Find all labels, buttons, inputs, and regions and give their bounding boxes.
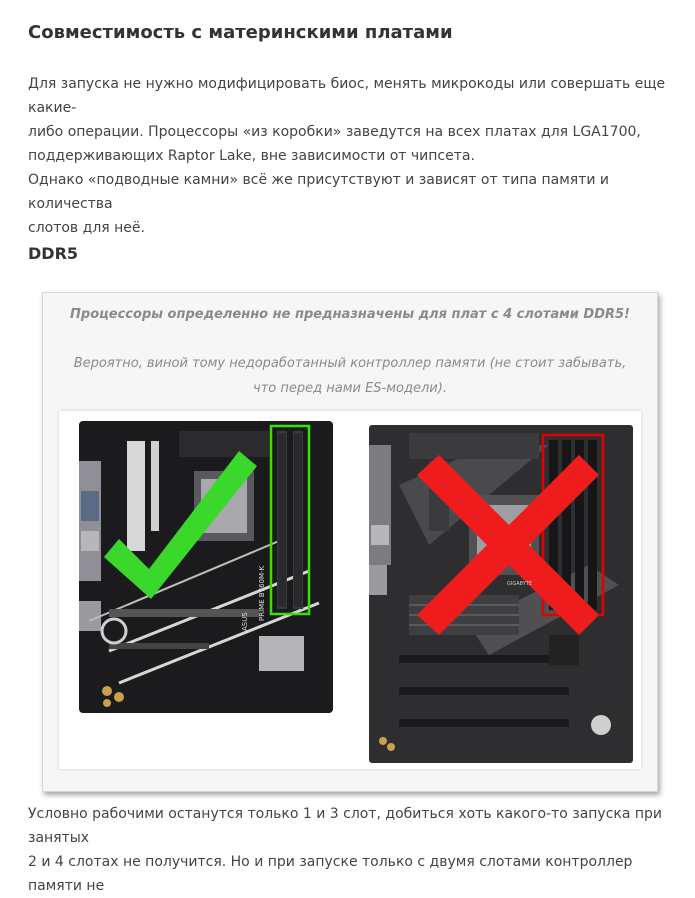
text-line: 2 и 4 слотах не получится. Но и при запуске только с двумя слотами контроллер памяти не xyxy=(28,854,633,894)
text-line: поддерживающих Raptor Lake, вне зависимости от чипсета. xyxy=(28,148,475,164)
text-line: Вероятно, виной тому недоработанный контроллер памяти (не стоит забывать, xyxy=(73,356,627,371)
text-line: Для запуска не нужно модифицировать биос, менять микрокоды или совершать еще какие- xyxy=(28,76,666,116)
section-heading: Совместимость с материнскими платами xyxy=(28,22,453,43)
text-line: что перед нами ES-модели). xyxy=(253,381,447,396)
board-brand: GIGABYTE xyxy=(507,581,533,587)
note-text xyxy=(53,351,647,401)
motherboards-image xyxy=(59,411,641,769)
board-brand: ASUS xyxy=(241,612,249,631)
text-line: Однако «подводные камни» всё же присутствуют и зависят от типа памяти и количества xyxy=(28,172,610,212)
subheading-ddr5: DDR5 xyxy=(28,244,79,263)
note-box xyxy=(42,292,658,792)
paragraph-compatibility xyxy=(28,72,673,168)
paragraph-pitfalls xyxy=(28,168,673,240)
board-label: PRIME B760M-K xyxy=(258,565,266,621)
text-line: либо операции. Процессоры «из коробки» заведутся на всех платах для LGA1700, xyxy=(28,124,641,140)
paragraph-slots xyxy=(28,802,673,898)
right-motherboard xyxy=(369,425,633,763)
text-line: Условно рабочими останутся только 1 и 3 слот, добиться хоть какого-то запуска при занятых xyxy=(28,806,663,846)
note-title: Процессоры определенно не предназначены для плат с 4 слотами DDR5! xyxy=(70,307,630,322)
text-line: слотов для неё. xyxy=(28,220,145,236)
left-motherboard xyxy=(79,421,333,713)
